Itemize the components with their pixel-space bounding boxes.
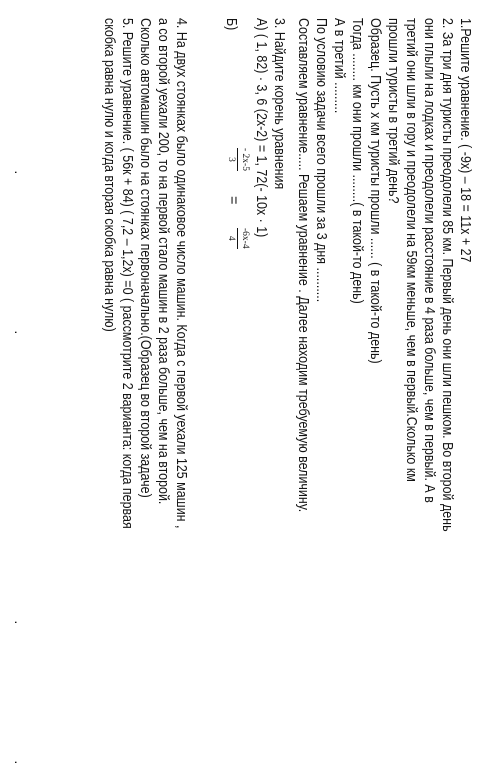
task-2-line-3: третий они шли в гору и преодолели на 59км меньше, чем в первый.Сколько км — [403, 18, 419, 482]
task-4-line-3: Сколько автомашин было на стоянках первоначально.(Образец во второй задаче) — [137, 18, 153, 498]
task-1-line: 1.Решите уравнение. ( -9x) – 18 = 11x + 27 — [457, 18, 473, 263]
fraction-left-bar — [237, 148, 238, 171]
fraction-right-bar — [237, 228, 238, 249]
fraction-left-numerator: - 2x-5 — [240, 148, 250, 171]
sample-line-5: Составляем уравнение..... Решаем уравнение . Далее находим требуемую величину. — [295, 18, 311, 513]
task-4-line-2: а со второй уехали 200, то на первой стало машин в 2 раза больше, чем на второй. — [155, 18, 171, 505]
fraction-right-numerator: -6x-4 — [240, 228, 250, 249]
sample-line-2: Тогда ........ км они прошли ........( в такой-то день) — [349, 18, 365, 304]
edge-mark: · — [9, 170, 25, 175]
task-5-line-2: скобка равна нулю и когда вторая скобка равна нулю) — [101, 18, 117, 332]
fraction-left-denominator: 3 — [226, 157, 236, 162]
task-2-line-4: прошли туристы в третий день? — [385, 18, 401, 204]
task-2-line-1: 2. За три дня туристы преодолели 85 км. Первый день они шли пешком. Во второй день — [439, 18, 455, 532]
fraction-right-denominator: 4 — [226, 235, 236, 241]
sample-line-4: По условию задачи всего прошли за 3 дня .......... — [313, 18, 329, 303]
task-2-line-2: они плыли на лодках и преодолели расстояние в 4 раза больше, чем в первый. А в — [421, 18, 437, 503]
fraction-right — [225, 228, 250, 249]
task-3a-equation: А) ( 1, 82) · 3, 6 (2x-2) = 1, 72(- 10x · 1) — [253, 18, 269, 238]
edge-mark: · — [9, 620, 25, 625]
task-4-line-1: 4. На двух стоянках было одинаковое число машин. Когда с первой уехали 125 машин , — [173, 18, 189, 529]
edge-mark: · — [9, 760, 25, 765]
equals-sign: = — [225, 196, 241, 205]
task-3-heading: 3. Найдите корень уравнения — [271, 18, 287, 190]
fraction-left — [225, 148, 250, 171]
sample-line-1: Образец. Пусть x км туристы прошли ...... ( в такой-то день) — [367, 18, 383, 364]
sample-line-3: А в третий ......... — [331, 18, 347, 114]
edge-mark: · — [9, 330, 25, 335]
task-3b-label: Б) — [223, 18, 239, 31]
task-5-line-1: 5. Решите уравнение. ( 56к + 84) ( 7,2 – 1,2x) =0 ( рассмотрите 2 варианта: когда первая — [119, 18, 135, 529]
